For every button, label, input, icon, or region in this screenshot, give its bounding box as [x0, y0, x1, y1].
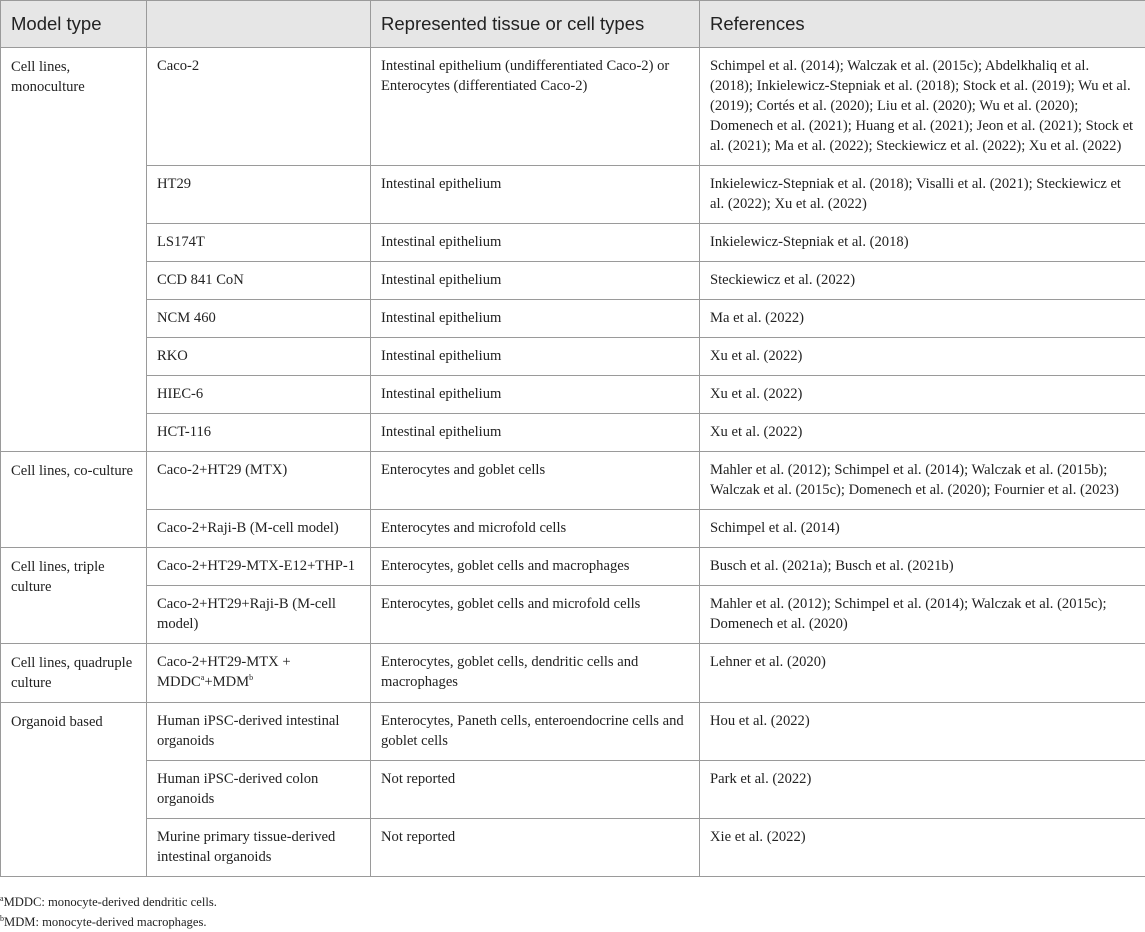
model-cell: Caco-2 [147, 48, 371, 166]
tissue-cell: Not reported [371, 761, 700, 819]
tissue-cell: Intestinal epithelium (undifferentiated Caco-2) or Enterocytes (differentiated Caco-2) [371, 48, 700, 166]
tissue-cell: Intestinal epithelium [371, 166, 700, 224]
model-cell [147, 644, 371, 703]
header-tissue: Represented tissue or cell types [371, 1, 700, 48]
model-type-cell: Cell lines, monoculture [1, 48, 147, 452]
tissue-cell: Not reported [371, 819, 700, 877]
footnote-marker-a: a [201, 673, 205, 682]
model-cell: LS174T [147, 224, 371, 262]
references-cell: Mahler et al. (2012); Schimpel et al. (2014); Walczak et al. (2015b); Walczak et al. (2015c); Domenech et al. (2020); Fournier et al. (2023) [700, 452, 1145, 510]
model-cell: HT29 [147, 166, 371, 224]
model-cell: Caco-2+Raji-B (M-cell model) [147, 510, 371, 548]
tissue-cell: Enterocytes, Paneth cells, enteroendocrine cells and goblet cells [371, 703, 700, 761]
references-cell: Xu et al. (2022) [700, 376, 1145, 414]
model-type-cell: Organoid based [1, 703, 147, 877]
model-cell: RKO [147, 338, 371, 376]
tissue-cell: Intestinal epithelium [371, 414, 700, 452]
model-name-part: Caco-2+HT29-MTX + MDDC [157, 654, 291, 690]
tissue-cell: Intestinal epithelium [371, 262, 700, 300]
table-body [1, 48, 1145, 877]
table-row [1, 586, 1145, 644]
model-cell: HCT-116 [147, 414, 371, 452]
model-type-cell: Cell lines, co-culture [1, 452, 147, 548]
footnote-mark: a [0, 894, 4, 903]
table-row [1, 48, 1145, 166]
table-row [1, 452, 1145, 510]
table-row [1, 376, 1145, 414]
model-type-cell: Cell lines, quadruple culture [1, 644, 147, 703]
table-row [1, 819, 1145, 877]
footnote-a [0, 892, 1145, 912]
table-row [1, 510, 1145, 548]
table-row [1, 414, 1145, 452]
references-cell: Park et al. (2022) [700, 761, 1145, 819]
references-cell: Xu et al. (2022) [700, 414, 1145, 452]
references-cell: Inkielewicz-Stepniak et al. (2018) [700, 224, 1145, 262]
table-row [1, 338, 1145, 376]
model-cell: HIEC-6 [147, 376, 371, 414]
table-row [1, 300, 1145, 338]
references-cell: Schimpel et al. (2014); Walczak et al. (2015c); Abdelkhaliq et al. (2018); Inkielewicz-Stepniak et al. (2018); Stock et al. (2019); Wu et al. (2019); Cortés et al. (2020); Liu et al. (2020); Wu et al. (2020); Domenech et al. (2021); Huang et al. (2021); Jeon et al. (2021); Stock et al. (2021); Ma et al. (2022); Steckiewicz et al. (2022); Xu et al. (2022) [700, 48, 1145, 166]
model-cell: Caco-2+HT29-MTX-E12+THP-1 [147, 548, 371, 586]
references-cell: Xie et al. (2022) [700, 819, 1145, 877]
table-header [1, 1, 1145, 48]
model-cell: Murine primary tissue-derived intestinal organoids [147, 819, 371, 877]
tissue-cell: Enterocytes, goblet cells, dendritic cells and macrophages [371, 644, 700, 703]
references-cell: Ma et al. (2022) [700, 300, 1145, 338]
model-cell: CCD 841 CoN [147, 262, 371, 300]
model-cell: Human iPSC-derived colon organoids [147, 761, 371, 819]
references-cell: Busch et al. (2021a); Busch et al. (2021b) [700, 548, 1145, 586]
model-cell: Caco-2+HT29+Raji-B (M-cell model) [147, 586, 371, 644]
table-row [1, 703, 1145, 761]
table-row [1, 262, 1145, 300]
tissue-cell: Intestinal epithelium [371, 224, 700, 262]
footnotes [0, 892, 1145, 932]
references-cell: Mahler et al. (2012); Schimpel et al. (2014); Walczak et al. (2015c); Domenech et al. (2020) [700, 586, 1145, 644]
footnote-marker-b: b [249, 673, 253, 682]
tissue-cell: Intestinal epithelium [371, 376, 700, 414]
references-cell: Hou et al. (2022) [700, 703, 1145, 761]
model-type-cell: Cell lines, triple culture [1, 548, 147, 644]
table-row [1, 166, 1145, 224]
model-cell: Human iPSC-derived intestinal organoids [147, 703, 371, 761]
references-cell: Lehner et al. (2020) [700, 644, 1145, 703]
references-cell: Xu et al. (2022) [700, 338, 1145, 376]
header-row [1, 1, 1145, 48]
footnote-b [0, 912, 1145, 932]
table-row [1, 644, 1145, 703]
tissue-cell: Enterocytes, goblet cells and microfold cells [371, 586, 700, 644]
model-cell: NCM 460 [147, 300, 371, 338]
footnote-mark: b [0, 914, 4, 923]
header-model-name [147, 1, 371, 48]
header-references: References [700, 1, 1145, 48]
footnote-text: MDDC: monocyte-derived dendritic cells. [4, 895, 217, 909]
table-row [1, 761, 1145, 819]
model-cell: Caco-2+HT29 (MTX) [147, 452, 371, 510]
tissue-cell: Enterocytes and microfold cells [371, 510, 700, 548]
header-model-type: Model type [1, 1, 147, 48]
tissue-cell: Intestinal epithelium [371, 338, 700, 376]
tissue-cell: Enterocytes, goblet cells and macrophages [371, 548, 700, 586]
tissue-cell: Enterocytes and goblet cells [371, 452, 700, 510]
references-cell: Schimpel et al. (2014) [700, 510, 1145, 548]
table-row [1, 548, 1145, 586]
references-cell: Steckiewicz et al. (2022) [700, 262, 1145, 300]
references-cell: Inkielewicz-Stepniak et al. (2018); Visalli et al. (2021); Steckiewicz et al. (2022); Xu et al. (2022) [700, 166, 1145, 224]
footnote-text: MDM: monocyte-derived macrophages. [4, 915, 207, 929]
model-name-part: +MDM [204, 674, 249, 690]
table-row [1, 224, 1145, 262]
tissue-cell: Intestinal epithelium [371, 300, 700, 338]
